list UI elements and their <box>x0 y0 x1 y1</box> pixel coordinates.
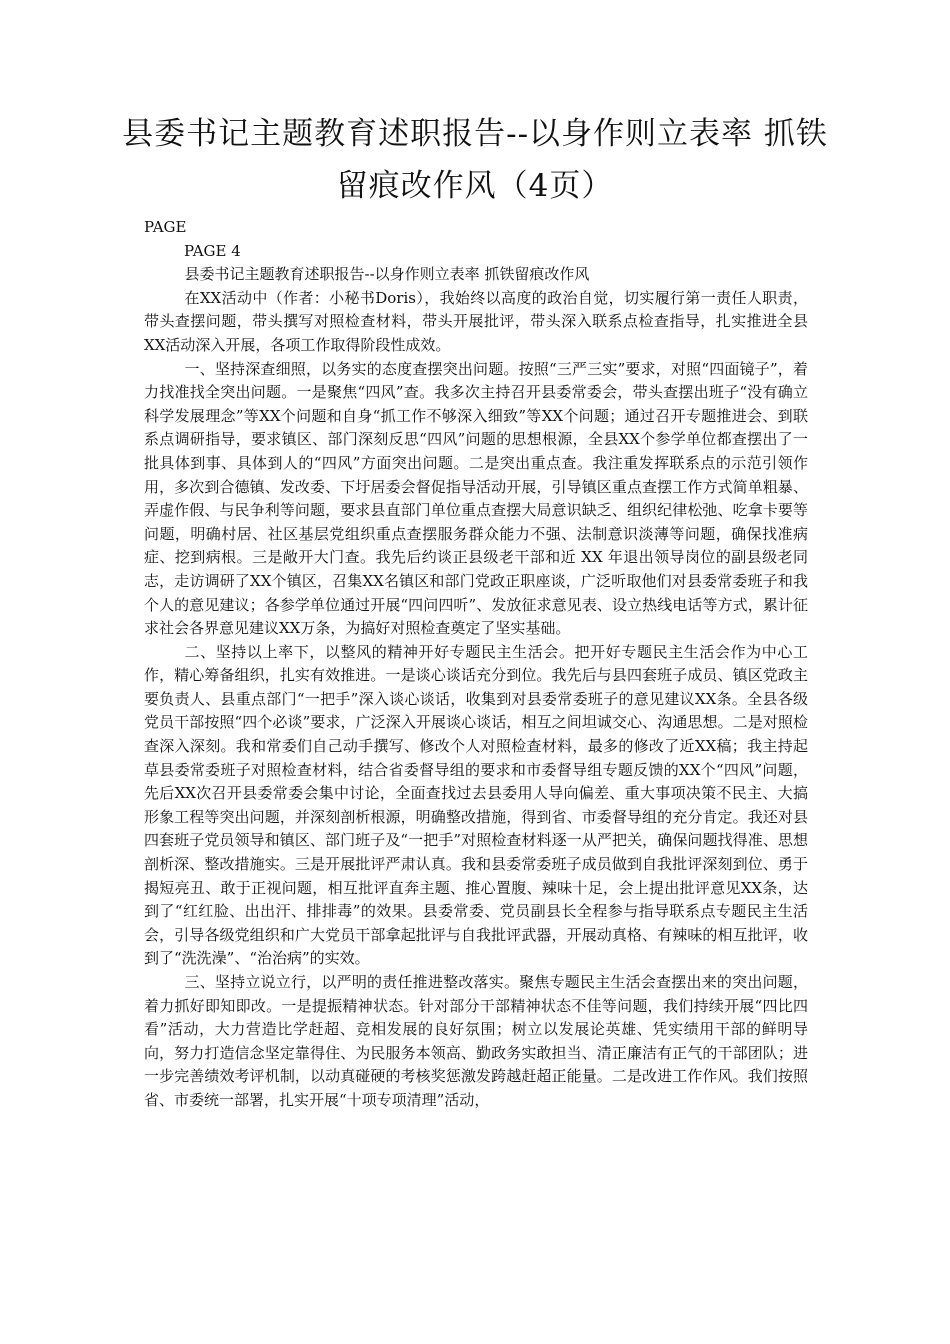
header-page-label: PAGE <box>144 218 187 236</box>
paragraph-intro: 在XX活动中（作者：小秘书Doris），我始终以高度的政治自觉，切实履行第一责任人职责，带头查摆问题，带头撰写对照检查材料，带头开展批评，带头深入联系点检查指导，扎实推进全县XX活动深入开展，各项工作取得阶段性成效。 <box>144 288 808 354</box>
document-subtitle: 县委书记主题教育述职报告--以身作则立表率 抓铁留痕改作风 <box>184 265 590 284</box>
header-page-number: PAGE 4 <box>184 241 241 260</box>
document-title: 县委书记主题教育述职报告--以身作则立表率 抓铁留痕改作风（4页） <box>122 116 828 204</box>
paragraph-section-1: 一、坚持深查细照，以务实的态度查摆突出问题。按照“三严三实”要求，对照“四面镜子”，着力找准找全突出问题。一是聚焦“四风”查。我多次主持召开县委常委会，带头查摆出班子“没有确立科学发展理念”等XX个问题和自身“抓工作不够深入细致”等XX个问题；通过召开专题推进会、到联系点调研指导，要求镇区、部门深刻反思“四风”问题的思想根源，全县XX个参学单位都查摆出了一批具体到事、具体到人的“四风”方面突出问题。二是突出重点查。我注重发挥联系点的示范引领作用，多次到合德镇、发改委、下圩居委会督促指导活动开展，引导镇区重点查摆工作方式简单粗暴、弄虚作假、与民争利等问题，要求县直部门单位重点查摆大局意识缺乏、组织纪律松弛、吃拿卡要等问题，明确村居、社区基层党组织重点查摆服务群众能力不强、法制意识淡薄等问题，确保找准病症、挖到病根。三是敞开大门查。我先后约谈正县级老干部和近 XX 年退出领导岗位的副县级老同志，走访调研了XX个镇区，召集XX名镇区和部门党政正职座谈，广泛听取他们对县委常委班子和我个人的意见建议；各参学单位通过开展“四问四听”、发放征求意见表、设立热线电话等方式，累计征求社会各界意见建议XX万条，为搞好对照检查奠定了坚实基础。 <box>144 359 808 638</box>
document-body <box>144 216 808 1113</box>
paragraph-section-3: 三、坚持立说立行，以严明的责任推进整改落实。聚焦专题民主生活会查摆出来的突出问题，着力抓好即知即改。一是提振精神状态。针对部分干部精神状态不佳等问题，我们持续开展“四比四看”活动，大力营造比学赶超、竞相发展的良好氛围；树立以发展论英雄、凭实绩用干部的鲜明导向，努力打造信念坚定靠得住、为民服务本领高、勤政务实敢担当、清正廉洁有正气的干部团队；进一步完善绩效考评机制，以动真碰硬的考核奖惩激发跨越赶超正能量。二是改进工作作风。我们按照省、市委统一部署，扎实开展“十项专项清理”活动， <box>144 973 808 1109</box>
paragraph-section-2: 二、坚持以上率下，以整风的精神开好专题民主生活会。把开好专题民主生活会作为中心工作，精心筹备组织，扎实有效推进。一是谈心谈话充分到位。我先后与县四套班子成员、镇区党政主要负责人、县重点部门“一把手”深入谈心谈话，收集到对县委常委班子的意见建议XX条。全县各级党员干部按照“四个必谈”要求，广泛深入开展谈心谈话，相互之间坦诚交心、沟通思想。二是对照检查深入深刻。我和常委们自己动手撰写、修改个人对照检查材料，最多的修改了近XX稿；我主持起草县委常委班子对照检查材料，结合省委督导组的要求和市委督导组专题反馈的XX个“四风”问题，先后XX次召开县委常委会集中讨论，全面查找过去县委用人导向偏差、重大事项决策不民主、大搞形象工程等突出问题，并深刻剖析根源，明确整改措施，得到省、市委督导组的充分肯定。我还对县四套班子党员领导和镇区、部门班子及“一把手”对照检查材料逐一从严把关，确保问题找得准、思想剖析深、整改措施实。三是开展批评严肃认真。我和县委常委班子成员做到自我批评深刻到位、勇于揭短亮丑、敢于正视问题，相互批评直奔主题、推心置腹、辣味十足，会上提出批评意见XX条，达到了“红红脸、出出汗、排排毒”的效果。县委常委、党员副县长全程参与指导联系点专题民主生活会，引导各级党组织和广大党员干部拿起批评与自我批评武器，开展动真格、有辣味的相互批评，收到了“洗洗澡”、“治治病”的实效。 <box>144 642 808 968</box>
